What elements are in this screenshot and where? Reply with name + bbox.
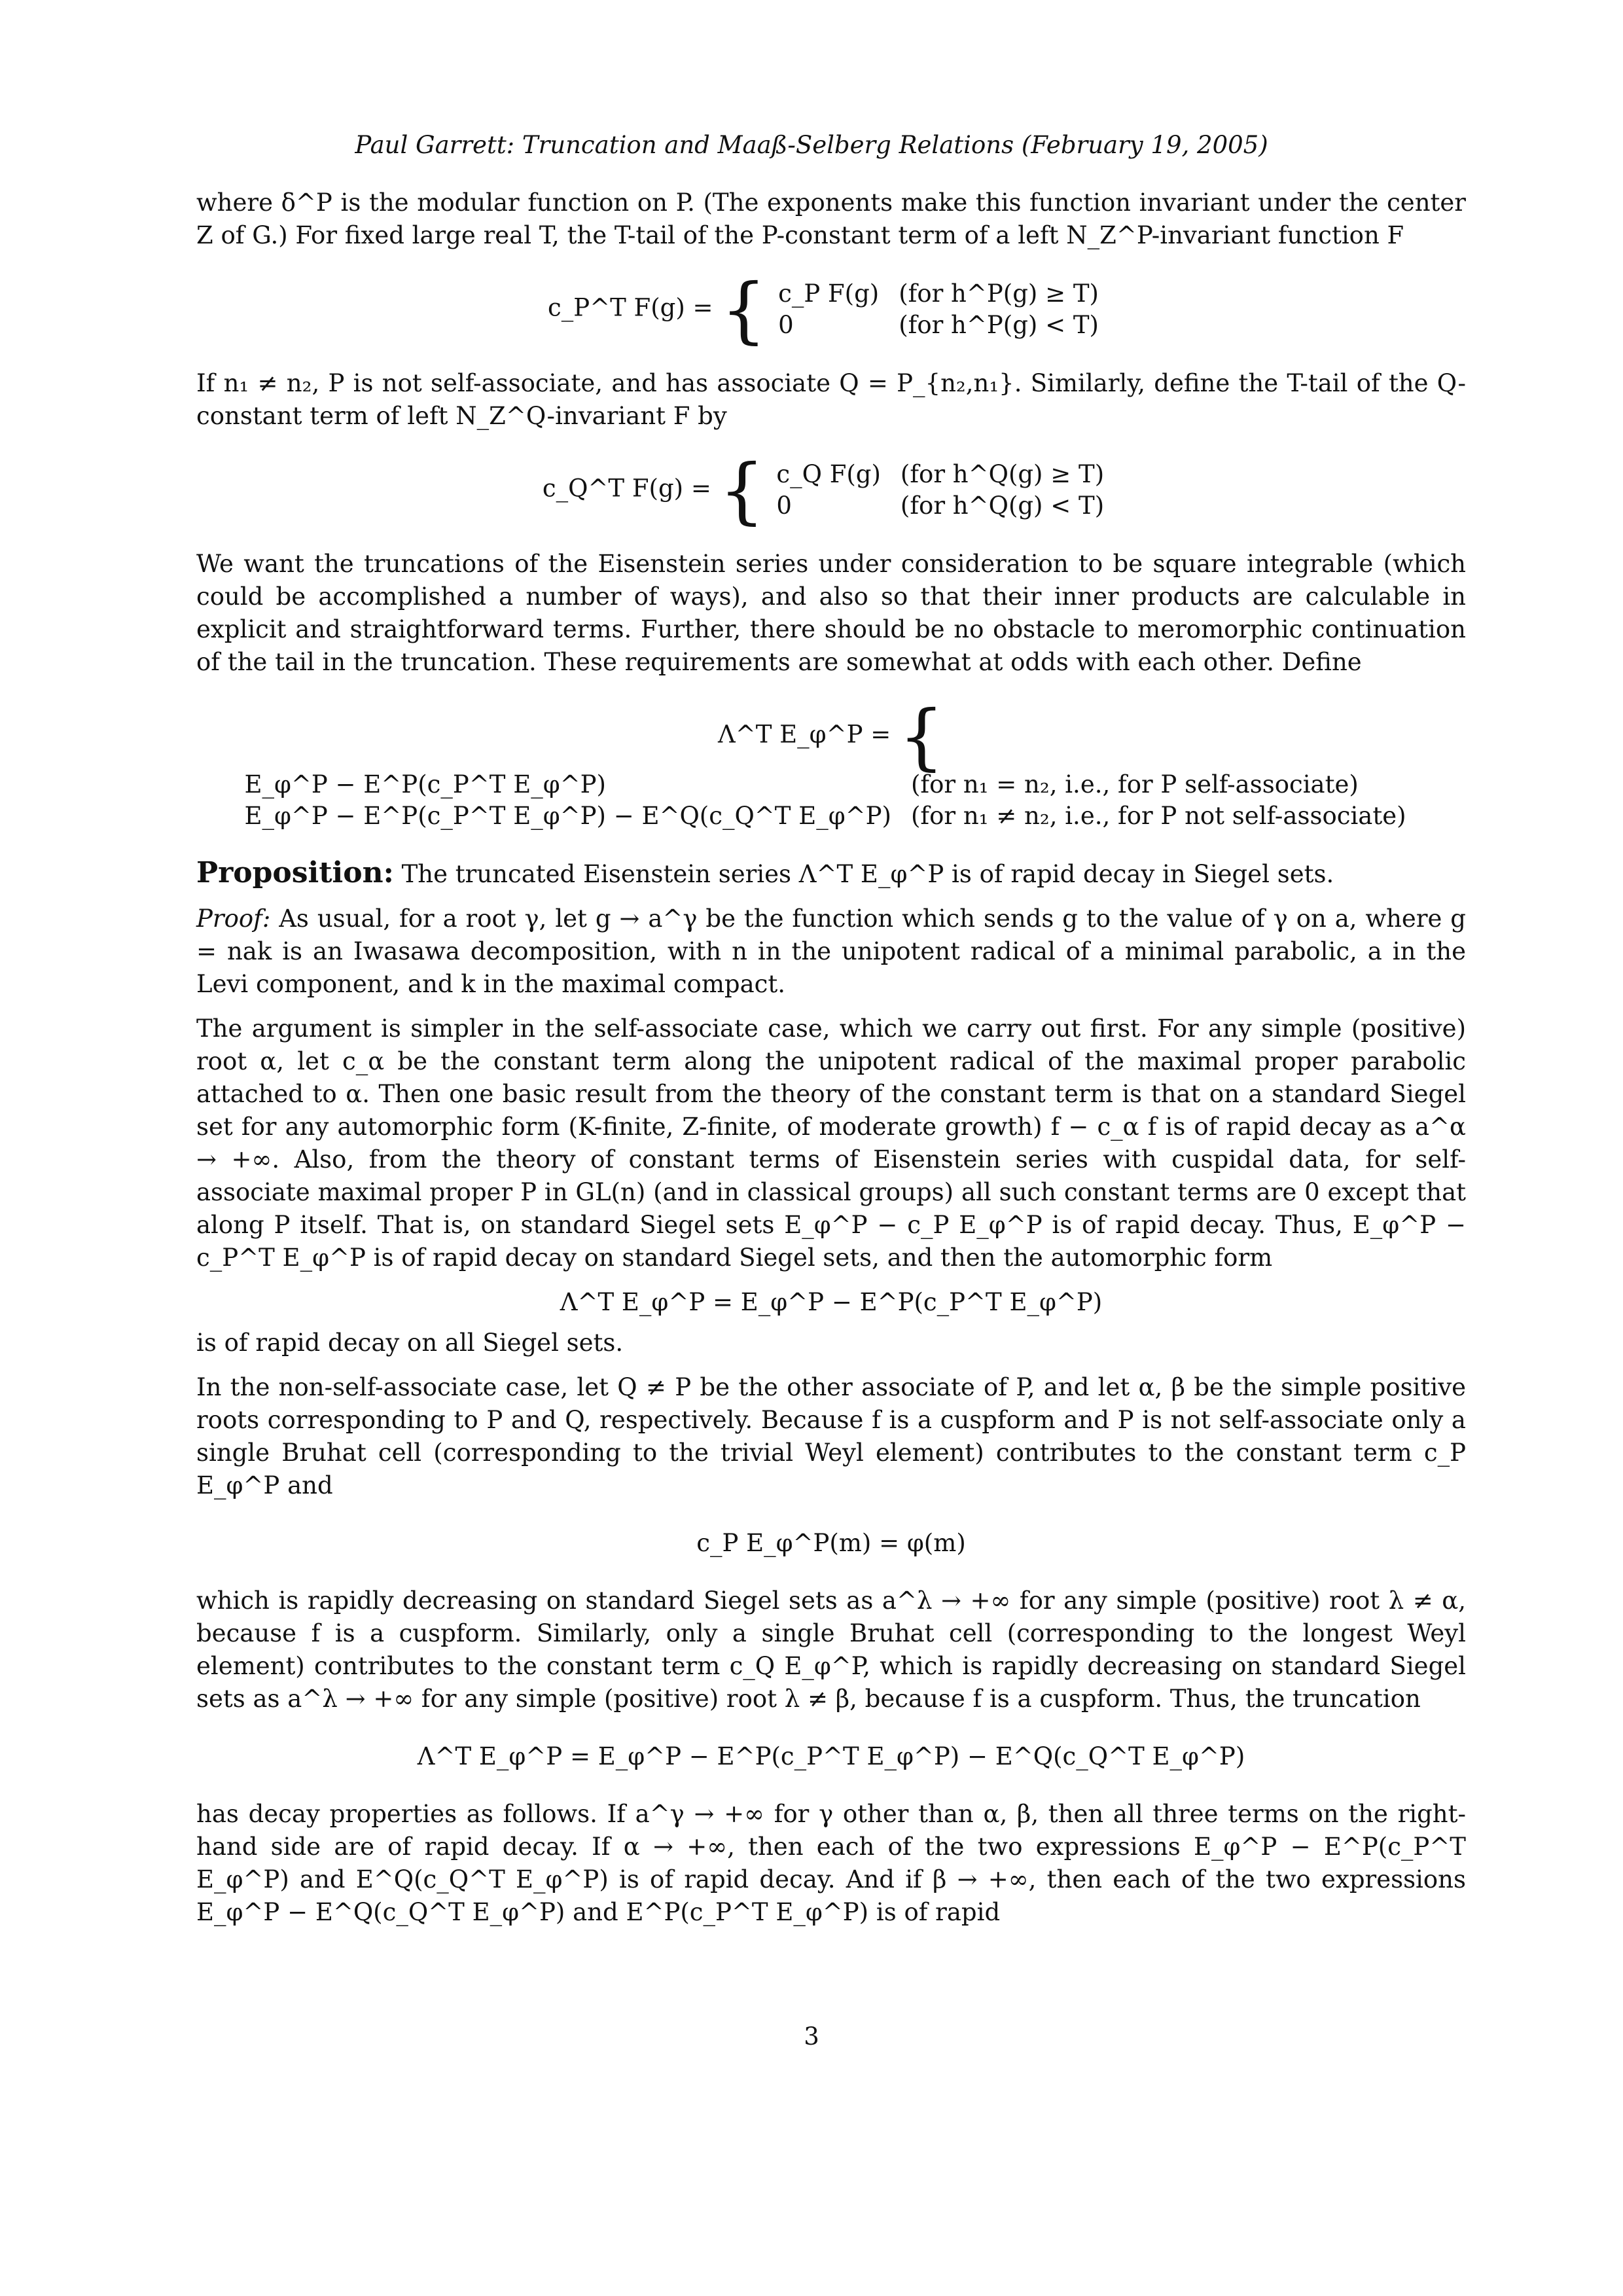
paragraph-modular-function: where δ^P is the modular function on P. (The exponents make this function invariant under the center Z of G.) For fixed large real T, the T-tail of the P-constant term of a left N_Z^P-invariant function F — [196, 188, 1466, 249]
equation-q-tail — [196, 448, 1466, 532]
case-expression: c_P F(g) — [778, 279, 880, 308]
left-brace-icon: { — [899, 694, 944, 778]
case-row — [774, 278, 1115, 310]
paragraph-associate-q: If n₁ ≠ n₂, P is not self-associate, and has associate Q = P_{n₂,n₁}. Similarly, define the T-tail of the Q-constant term of left N_Z^Q-invariant F by — [196, 369, 1466, 430]
paragraph-bruhat-cells: which is rapidly decreasing on standard Siegel sets as a^λ → +∞ for any simple (positive) root λ ≠ α, because f is a cuspform. Similarly, only a single Bruhat cell (corresponding to the longest Weyl element) contributes to the constant term c_Q E_φ^P, which is rapidly decreasing on standard Siegel sets as a^λ → +∞ for any simple (positive) root λ ≠ β, because f is a cuspform. Thus, the truncation — [196, 1587, 1466, 1713]
proposition-title: Proposition: — [196, 856, 394, 889]
proof — [196, 903, 1466, 1001]
piecewise-cases — [772, 459, 1120, 522]
case-condition: (for h^Q(g) < T) — [900, 492, 1105, 520]
case-condition: (for n₁ = n₂, i.e., for P self-associate) — [911, 770, 1359, 798]
case-row — [772, 490, 1120, 522]
equation-lhs: c_P^T F(g) = — [548, 293, 713, 322]
paragraph-self-associate-case: The argument is simpler in the self-associate case, which we carry out first. For any simple (positive) root α, let c_α be the constant term along the unipotent radical of the maximal proper parabolic attached to α. Then one basic result from the theory of the constant term is that on a standard Siegel set for any automorphic form (K-finite, Z-finite, of moderate growth) f − c_α f is of rapid decay as a^α → +∞. Also, from the theory of constant terms of Eisenstein series with cuspidal data, for self-associate maximal proper P in GL(n) (and in classical groups) all such constant terms are 0 except that along P itself. That is, on standard Siegel sets E_φ^P − c_P E_φ^P is of rapid decay. Thus, E_φ^P − c_P^T E_φ^P is of rapid decay on standard Siegel sets, and then the automorphic form — [196, 1014, 1466, 1272]
equation-lhs: c_Q^T F(g) = — [542, 474, 711, 503]
proposition — [196, 857, 1466, 891]
case-expression: E_φ^P − E^P(c_P^T E_φ^P) − E^Q(c_Q^T E_φ^P) — [244, 802, 891, 830]
left-brace-icon: { — [719, 448, 765, 532]
proof-title: Proof: — [196, 905, 271, 933]
case-expression: 0 — [778, 311, 794, 339]
case-condition: (for n₁ ≠ n₂, i.e., for P not self-associate) — [911, 802, 1406, 830]
equation-constant-term: c_P E_φ^P(m) = φ(m) — [696, 1529, 966, 1557]
equation-non-self-associate-truncation: Λ^T E_φ^P = E_φ^P − E^P(c_P^T E_φ^P) − E^Q(c_Q^T E_φ^P) — [417, 1742, 1245, 1770]
piecewise-cases — [774, 278, 1115, 341]
left-brace-icon: { — [721, 268, 767, 351]
equation-lhs: Λ^T E_φ^P = — [717, 720, 891, 749]
running-header: Paul Garrett: Truncation and Maaß-Selberg Relations (February 19, 2005) — [355, 131, 1268, 159]
paragraph-decay-properties: has decay properties as follows. If a^γ → +∞ for γ other than α, β, then all three terms on the right-hand side are of rapid decay. If α → +∞, then each of the two expressions E_φ^P − E^P(c_P^T E_φ^P) and E^Q(c_Q^T E_φ^P) is of rapid decay. And if β → +∞, then each of the two expressions E_φ^P − E^Q(c_Q^T E_φ^P) and E^P(c_P^T E_φ^P) is of rapid — [196, 1800, 1466, 1926]
case-condition: (for h^Q(g) ≥ T) — [900, 460, 1105, 488]
equation-truncation-definition — [196, 694, 1466, 832]
case-row — [240, 800, 1421, 832]
equation-p-tail — [196, 268, 1466, 351]
page-body — [196, 187, 1466, 1941]
proposition-text: The truncated Eisenstein series Λ^T E_φ^P is of rapid decay in Siegel sets. — [401, 860, 1334, 888]
case-expression: E_φ^P − E^P(c_P^T E_φ^P) — [244, 770, 606, 798]
case-condition: (for h^P(g) < T) — [899, 311, 1099, 339]
case-row — [240, 769, 1421, 800]
case-expression: 0 — [776, 492, 792, 520]
paragraph-truncation-goals: We want the truncations of the Eisenstein series under consideration to be square integrable (which could be accomplished a number of ways), and also so that their inner products are calculable in explicit and straightforward terms. Further, there should be no obstacle to meromorphic continuation of the tail in the truncation. These requirements are somewhat at odds with each other. Define — [196, 550, 1466, 676]
proof-text: As usual, for a root γ, let g → a^γ be the function which sends g to the value of γ on a, where g = nak is an Iwasawa decomposition, with n in the unipotent radical of a minimal parabolic, a in the Levi component, and k in the maximal compact. — [196, 905, 1466, 998]
case-row — [774, 310, 1115, 341]
piecewise-cases — [240, 769, 1421, 832]
case-condition: (for h^P(g) ≥ T) — [899, 279, 1099, 308]
paragraph-rapid-decay: is of rapid decay on all Siegel sets. — [196, 1329, 624, 1357]
case-expression: c_Q F(g) — [776, 460, 881, 488]
page-number: 3 — [804, 2022, 819, 2051]
case-row — [772, 459, 1120, 490]
paragraph-non-self-associate: In the non-self-associate case, let Q ≠ P be the other associate of P, and let α, β be the simple positive roots corresponding to P and Q, respectively. Because f is a cuspform and P is not self-associate only a single Bruhat cell (corresponding to the trivial Weyl element) contributes to the constant term c_P E_φ^P and — [196, 1373, 1466, 1499]
equation-self-associate-truncation: Λ^T E_φ^P = E_φ^P − E^P(c_P^T E_φ^P) — [560, 1288, 1103, 1316]
